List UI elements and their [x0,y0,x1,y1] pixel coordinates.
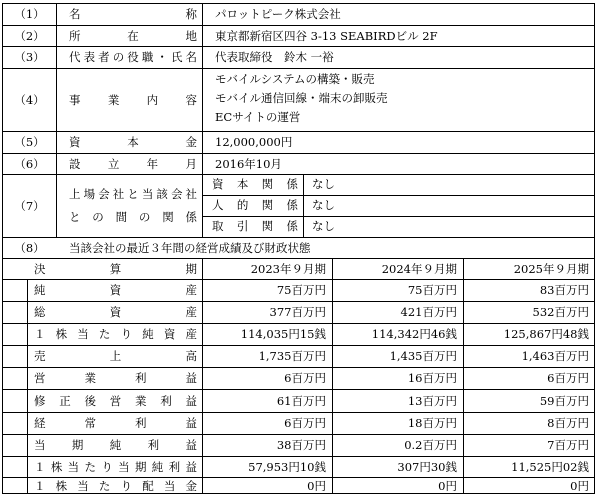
relationship-value: なし [312,219,335,233]
financial-value: 11,525円02銭 [511,459,589,474]
financial-value: 0円 [307,478,326,493]
financial-value: 114,035円15銭 [240,327,326,341]
relationship-label-line2: と の 間 の 関 係 [69,210,197,224]
row-label: 設 立 年 月 [69,156,197,171]
financial-value: 13百万円 [407,393,457,408]
financial-value: 1,463百万円 [521,349,589,363]
financial-value: 7百万円 [547,438,589,452]
row-value: 12,000,000円 [215,135,293,149]
financial-value: 1,735百万円 [258,349,326,363]
fiscal-period-header: 2023年９月期 [250,262,326,276]
relationship-type: 取 引 関 係 [212,219,298,233]
row-value: 東京都新宿区四谷 3-13 SEABIRDビル 2F [215,28,438,43]
financial-row-label: １ 株 当 た り 純 資 産 [34,327,197,341]
financial-value: 6百万円 [284,371,326,385]
row-number: （2） [14,28,45,43]
business-line: モバイル通信回線・端末の卸販売 [215,91,388,105]
financial-value: 125,867円48銭 [503,327,589,341]
financial-row-label: 総 資 産 [34,305,197,319]
row-number: （4） [14,92,45,107]
row-label: 所 在 地 [69,28,197,43]
row-label: 代 表 者 の 役 職 ・ 氏 名 [69,50,197,64]
relationship-type: 人 的 関 係 [212,198,298,212]
financial-value: 16百万円 [407,371,457,385]
fiscal-period-header: 2025年９月期 [513,262,589,276]
financial-value: 1,435百万円 [389,349,457,363]
financial-value: 18百万円 [407,416,457,430]
financial-value: 75百万円 [276,283,326,297]
financial-value: 0.2百万円 [404,438,457,452]
financial-value: 6百万円 [284,416,326,430]
row-value: 代表取締役 鈴木 一裕 [215,50,334,64]
financial-value: 59百万円 [539,393,589,408]
financial-value: 114,342円46銭 [371,327,457,341]
row-number: （7） [14,199,45,213]
financials-heading: 当該会社の最近３年間の経営成績及び財政状態 [69,241,311,255]
financial-value: 8百万円 [547,416,589,430]
financial-value: 421百万円 [400,305,457,319]
financial-value: 57,953円10銭 [248,459,326,474]
row-number: （3） [14,50,45,64]
fiscal-period-label: 決 算 期 [34,262,197,276]
financial-row-label: 修 正 後 営 業 利 益 [34,393,197,408]
company-overview-table [2,3,595,494]
financial-row-label: 営 業 利 益 [34,371,197,385]
row-label: 名 称 [69,7,197,21]
business-line: モバイルシステムの構築・販売 [215,72,375,86]
financial-row-label: 純 資 産 [34,283,197,297]
row-number: （8） [14,241,45,255]
financial-row-label: 売 上 高 [34,349,197,363]
financial-value: 61百万円 [276,393,326,408]
row-number: （1） [14,7,45,21]
row-number: （6） [14,156,45,171]
financial-value: 38百万円 [276,438,326,452]
relationship-type: 資 本 関 係 [212,177,298,191]
financial-row-label: 経 常 利 益 [34,416,197,430]
row-value: パロットピーク株式会社 [215,7,341,21]
financial-value: 83百万円 [539,283,589,297]
relationship-value: なし [312,198,335,212]
row-label: 事 業 内 容 [69,92,197,107]
financial-value: 307円30銭 [397,459,457,474]
row-label: 資 本 金 [69,135,197,149]
row-number: （5） [14,135,45,149]
relationship-label-line1: 上 場 会 社 と 当 該 会 社 [69,187,197,201]
financial-value: 0円 [438,478,457,493]
financial-row-label: 当 期 純 利 益 [34,438,197,452]
financial-value: 6百万円 [547,371,589,385]
financial-value: 75百万円 [407,283,457,297]
business-line: ECサイトの運営 [215,110,301,124]
financial-row-label: １ 株 当 た り 当 期 純 利 益 [34,459,197,474]
row-value: 2016年10月 [215,156,282,171]
financial-row-label: １ 株 当 た り 配 当 金 [34,478,197,493]
financial-value: 532百万円 [532,305,589,319]
fiscal-period-header: 2024年９月期 [381,262,457,276]
financial-value: 0円 [570,478,589,493]
relationship-value: なし [312,177,335,191]
financial-value: 377百万円 [269,305,326,319]
